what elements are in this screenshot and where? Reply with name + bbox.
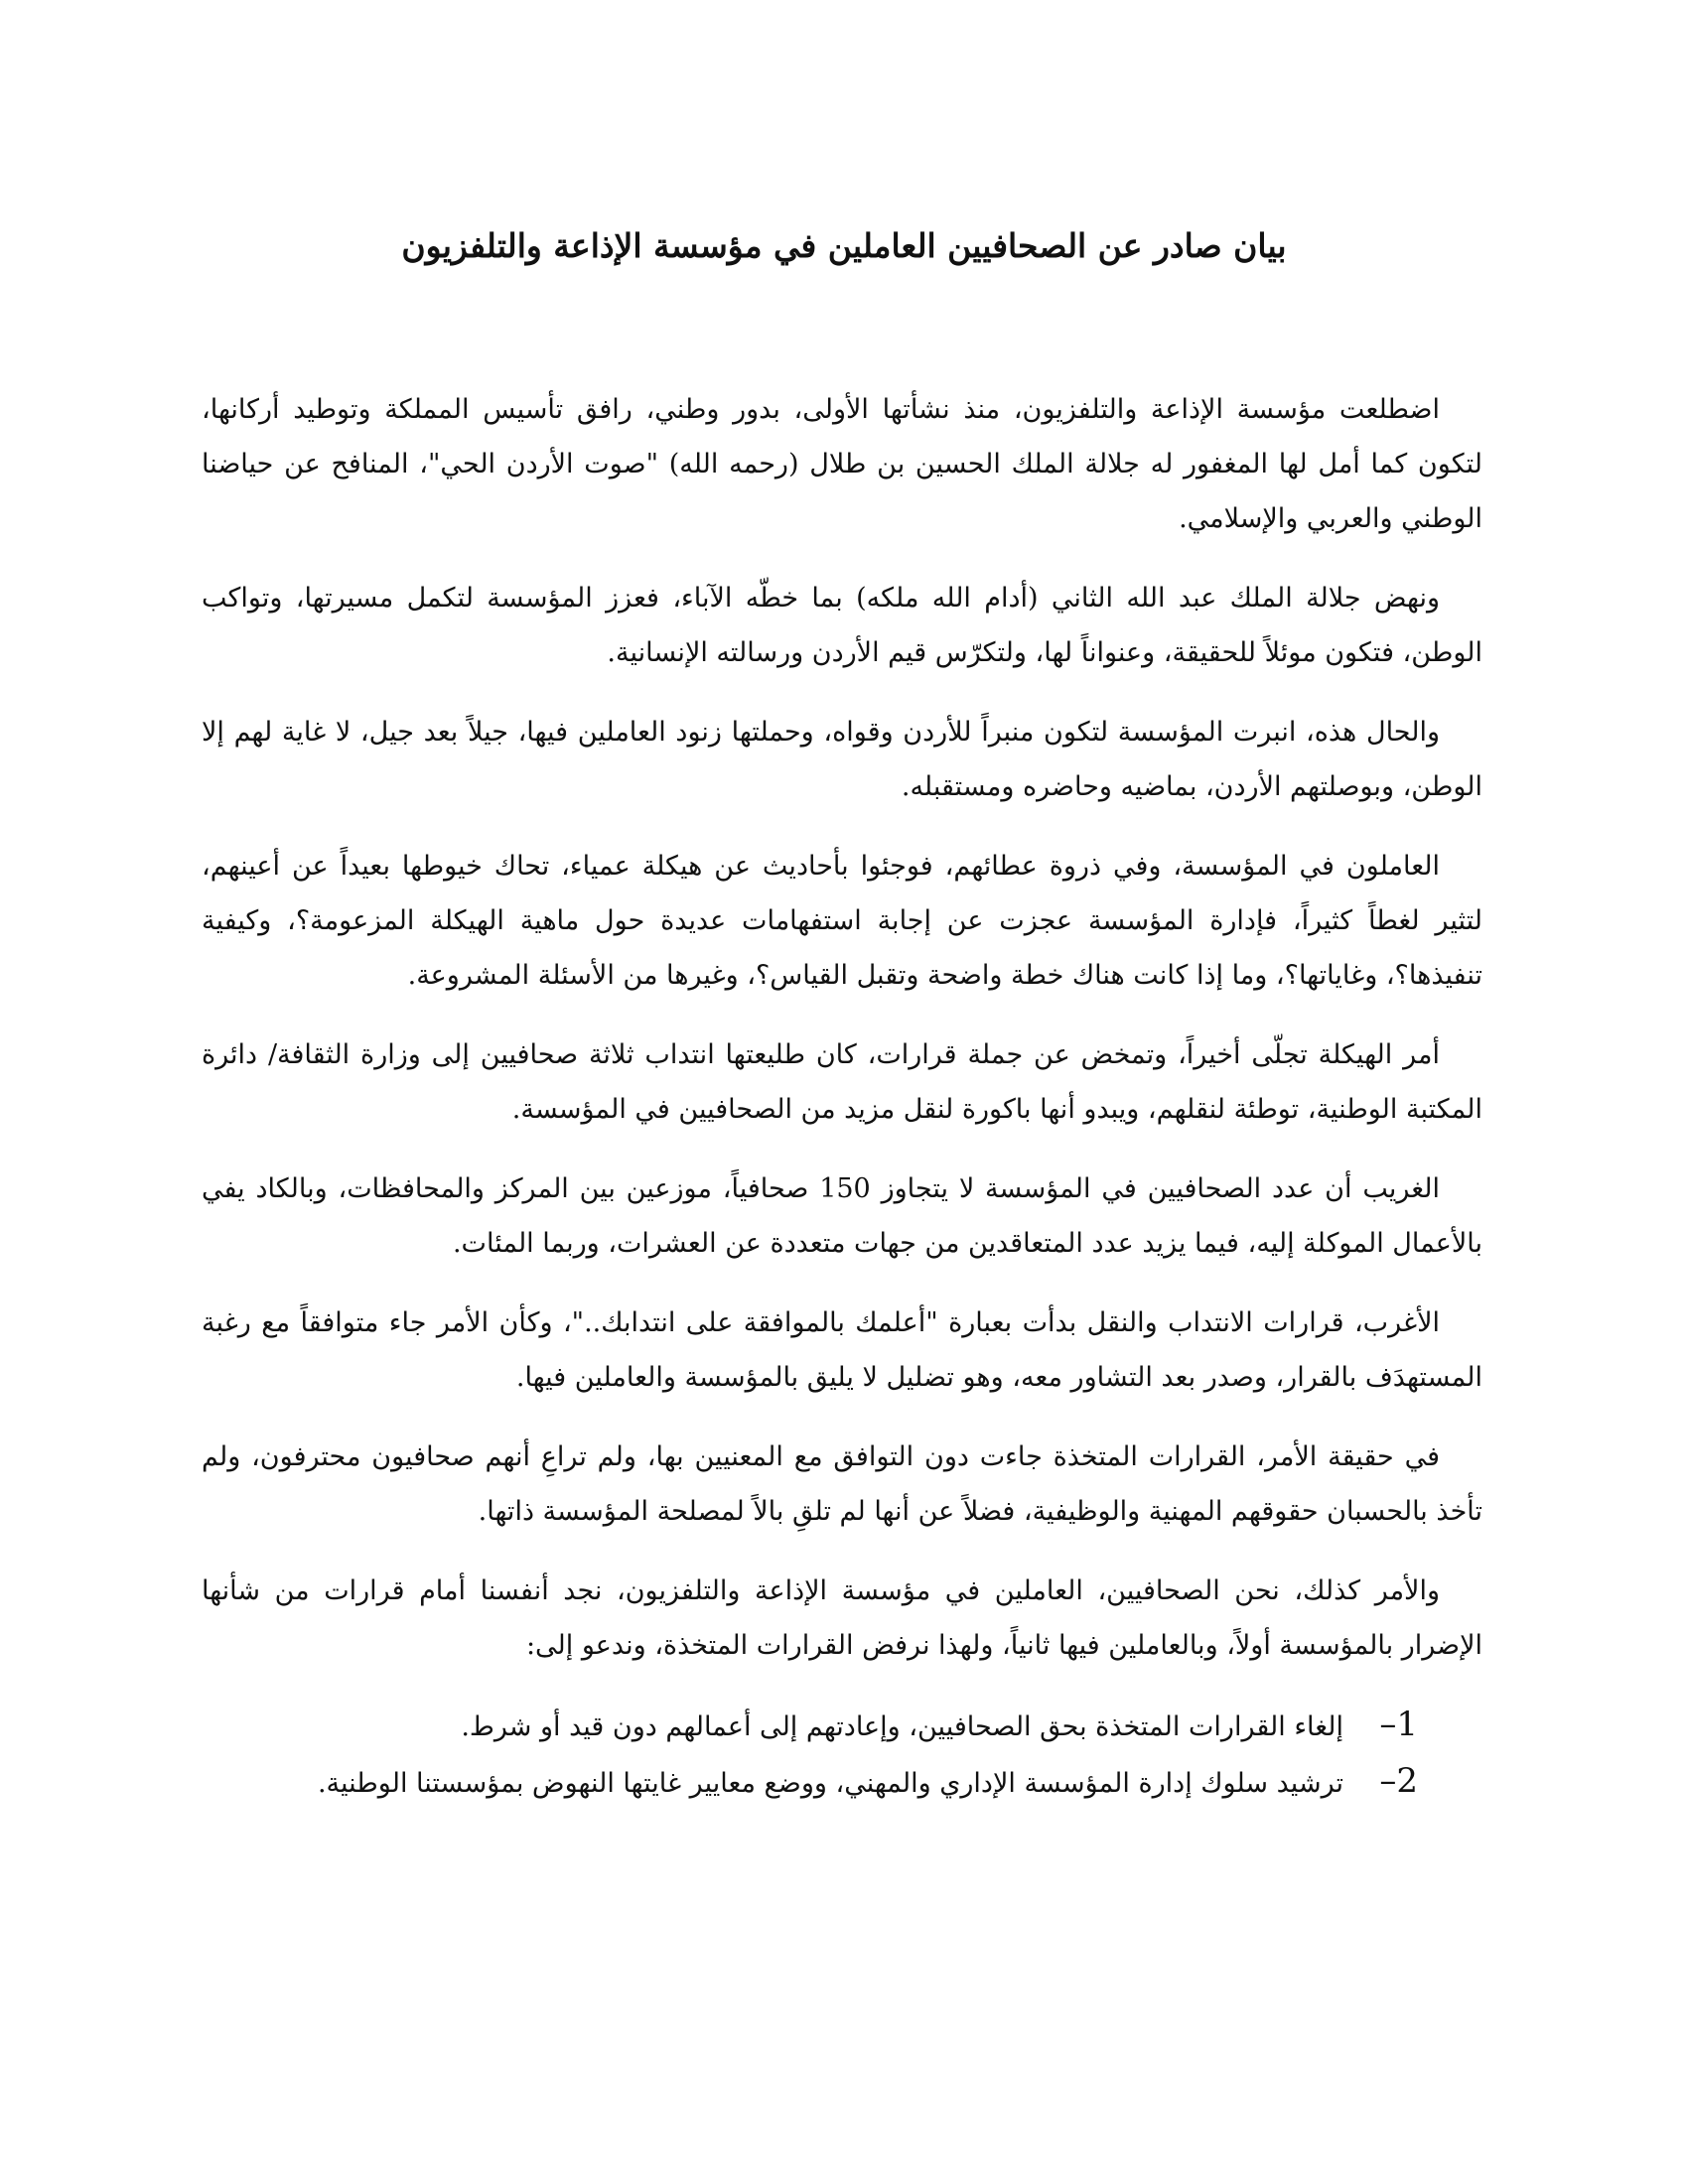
paragraph-1: اضطلعت مؤسسة الإذاعة والتلفزيون، منذ نشأتها الأولى، بدور وطني، رافق تأسيس المملكة وتوطيد أركانها، لتكون كما أمل لها المغفور له جلالة الملك الحسين بن طلال (رحمه الله) "صوت الأردن الحي"، المنافح عن حياضنا الوطني والعربي والإسلامي. xyxy=(202,394,1482,534)
list-item-number: 1– xyxy=(1379,1705,1418,1744)
statement-body xyxy=(202,382,1482,1811)
paragraph-6: الغريب أن عدد الصحافيين في المؤسسة لا يتجاوز 150 صحافياً، موزعين بين المركز والمحافظات، وبالكاد يفي بالأعمال الموكلة إليه، فيما يزيد عدد المتعاقدين من جهات متعددة عن العشرات، وربما المئات. xyxy=(202,1173,1482,1259)
paragraph-8: في حقيقة الأمر، القرارات المتخذة جاءت دون التوافق مع المعنيين بها، ولم تراعِ أنهم صحافيون محترفون، ولم تأخذ بالحسبان حقوقهم المهنية والوظيفية، فضلاً عن أنها لم تلقِ بالاً لمصلحة المؤسسة ذاتها. xyxy=(202,1441,1482,1527)
paragraph-7: الأغرب، قرارات الانتداب والنقل بدأت بعبارة "أعلمك بالموافقة على انتدابك.."، وكأن الأمر جاء متوافقاً مع رغبة المستهدَف بالقرار، وصدر بعد التشاور معه، وهو تضليل لا يليق بالمؤسسة والعاملين فيها. xyxy=(202,1307,1482,1393)
list-item-text: إلغاء القرارات المتخذة بحق الصحافيين، وإعادتهم إلى أعمالهم دون قيد أو شرط. xyxy=(461,1711,1343,1742)
paragraph-3: والحال هذه، انبرت المؤسسة لتكون منبراً للأردن وقواه، وحملتها زنود العاملين فيها، جيلاً بعد جيل، لا غاية لهم إلا الوطن، وبوصلتهم الأردن، بماضيه وحاضره ومستقبله. xyxy=(202,717,1482,802)
statement-title: بيان صادر عن الصحافيين العاملين في مؤسسة الإذاعة والتلفزيون xyxy=(401,226,1287,265)
paragraph-5: أمر الهيكلة تجلّى أخيراً، وتمخض عن جملة قرارات، كان طليعتها انتداب ثلاثة صحافيين إلى وزارة الثقافة/ دائرة المكتبة الوطنية، توطئة لنقلهم، ويبدو أنها باكورة لنقل مزيد من الصحافيين في المؤسسة. xyxy=(202,1039,1482,1125)
list-item xyxy=(202,1754,1418,1811)
list-item xyxy=(202,1698,1418,1754)
demands-list xyxy=(202,1698,1482,1811)
list-item-number: 2– xyxy=(1379,1761,1418,1801)
list-item-text: ترشيد سلوك إدارة المؤسسة الإداري والمهني، ووضع معايير غايتها النهوض بمؤسستنا الوطنية. xyxy=(317,1768,1343,1799)
paragraph-4: العاملون في المؤسسة، وفي ذروة عطائهم، فوجئوا بأحاديث عن هيكلة عمياء، تحاك خيوطها بعيداً عن أعينهم، لتثير لغطاً كثيراً، فإدارة المؤسسة عجزت عن إجابة استفهامات عديدة حول ماهية الهيكلة المزعومة؟، وكيفية تنفيذها؟، وغاياتها؟، وما إذا كانت هناك خطة واضحة وتقبل القياس؟، وغيرها من الأسئلة المشروعة. xyxy=(202,851,1482,991)
paragraph-2: ونهض جلالة الملك عبد الله الثاني (أدام الله ملكه) بما خطّه الآباء، فعزز المؤسسة لتكمل مسيرتها، وتواكب الوطن، فتكون موئلاً للحقيقة، وعنواناً لها، ولتكرّس قيم الأردن ورسالته الإنسانية. xyxy=(202,583,1482,668)
paragraph-9: والأمر كذلك، نحن الصحافيين، العاملين في مؤسسة الإذاعة والتلفزيون، نجد أنفسنا أمام قرارات من شأنها الإضرار بالمؤسسة أولاً، وبالعاملين فيها ثانياً، ولهذا نرفض القرارات المتخذة، وندعو إلى: xyxy=(202,1575,1482,1661)
